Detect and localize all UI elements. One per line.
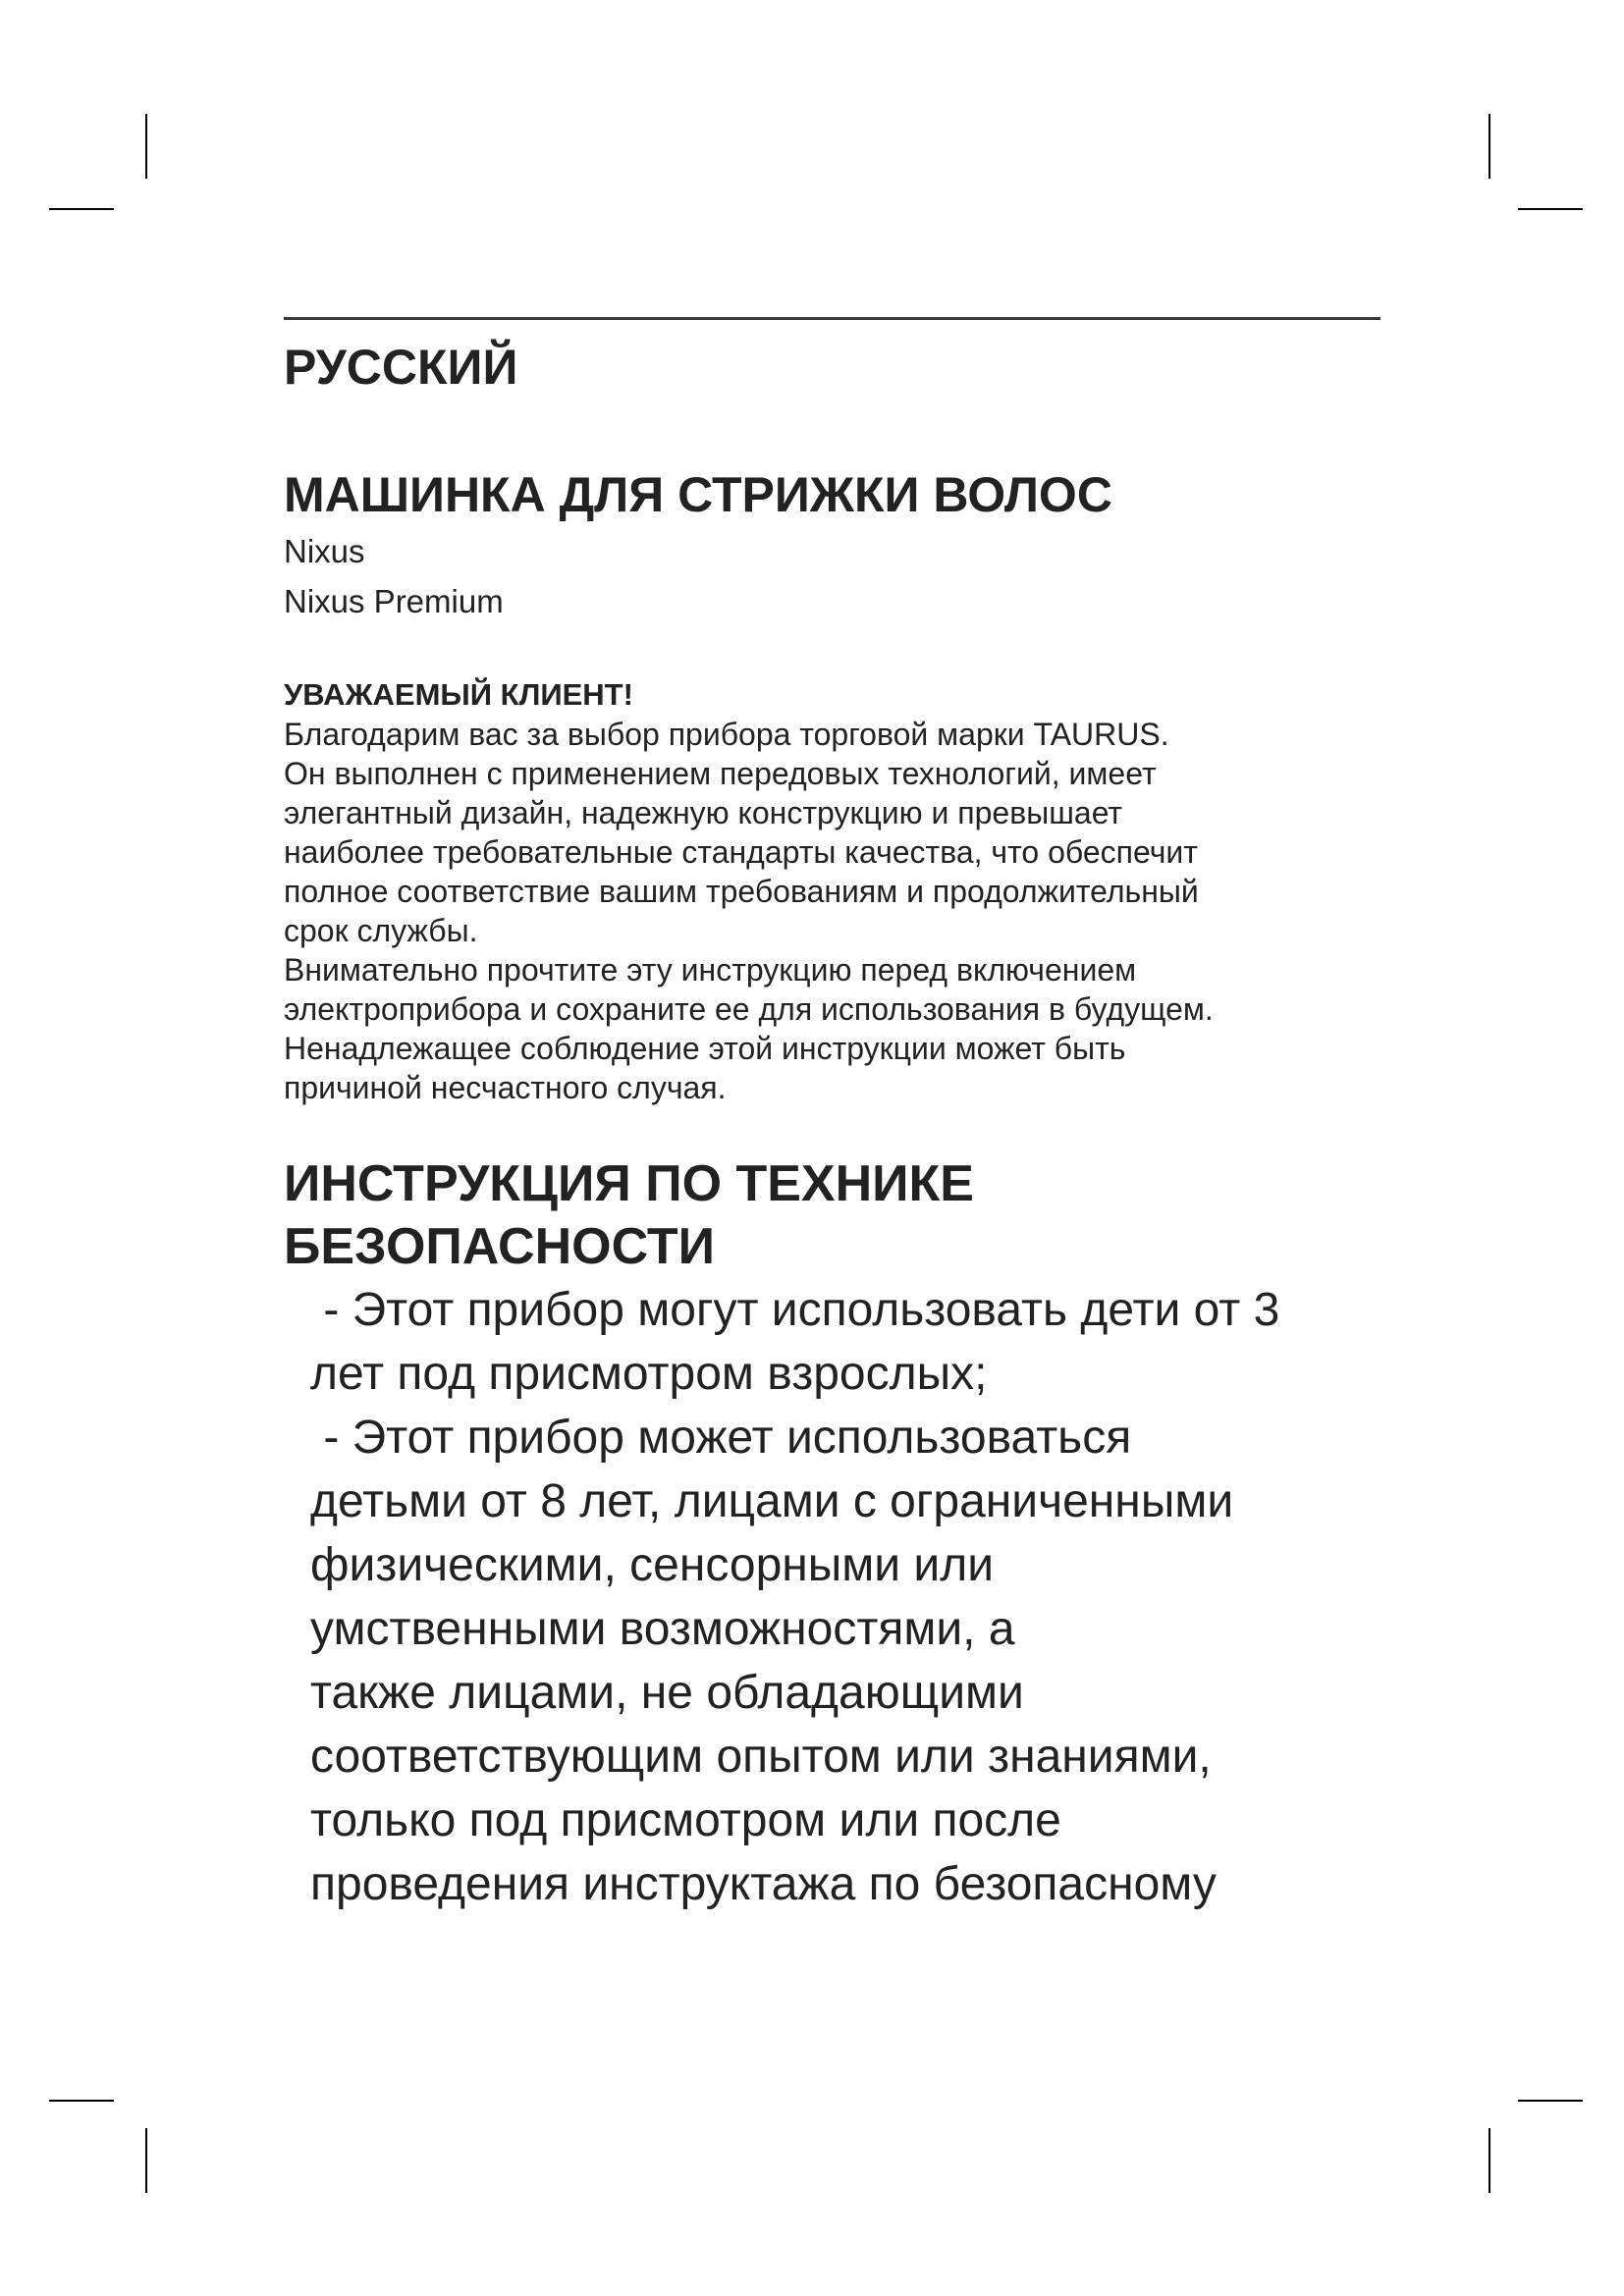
title-line: БЕЗОПАСНОСТИ: [284, 1218, 715, 1275]
greeting-heading: УВАЖАЕМЫЙ КЛИЕНТ!: [284, 677, 633, 712]
safety-title: [284, 1152, 1423, 1278]
text-line: Ненадлежащее соблюдение этой инструкции может быть: [284, 1031, 1126, 1066]
text-line: лет под присмотром взрослых;: [310, 1348, 988, 1400]
model-name: Nixus: [284, 533, 365, 569]
safety-item: [310, 1406, 1423, 1916]
language-heading: РУССКИЙ: [284, 340, 518, 395]
text-line: - Этот прибор могут использовать дети от 3: [310, 1284, 1280, 1336]
crop-mark-top-right-vertical: [1489, 114, 1490, 179]
page-content: [284, 334, 1423, 1916]
text-line: только под присмотром или после: [310, 1794, 1061, 1846]
crop-mark-bottom-right-vertical: [1489, 2128, 1490, 2193]
crop-mark-top-left-vertical: [145, 114, 147, 179]
crop-mark-bottom-left-vertical: [145, 2128, 147, 2193]
text-line: физическими, сенсорными или: [310, 1539, 995, 1591]
intro-paragraph-1: [284, 715, 1423, 950]
text-line: детьми от 8 лет, лицами с ограниченными: [310, 1475, 1234, 1527]
text-line: также лицами, не обладающими: [310, 1667, 1024, 1719]
intro-paragraph-2: [284, 950, 1423, 1107]
crop-mark-bottom-left-horizontal: [49, 2100, 114, 2102]
text-line: умственными возможностями, а: [310, 1603, 1015, 1655]
model-name: Nixus Premium: [284, 583, 504, 619]
text-line: электроприбора и сохраните ее для использования в будущем.: [284, 991, 1214, 1027]
safety-item: [310, 1278, 1423, 1406]
text-line: причиной несчастного случая.: [284, 1070, 727, 1105]
crop-mark-top-right-horizontal: [1518, 208, 1583, 210]
text-line: Благодарим вас за выбор прибора торговой марки TAURUS.: [284, 717, 1169, 752]
text-line: срок службы.: [284, 913, 478, 948]
text-line: проведения инструктажа по безопасному: [310, 1858, 1217, 1910]
text-line: Внимательно прочтите эту инструкцию перед включением: [284, 952, 1137, 988]
text-line: элегантный дизайн, надежную конструкцию и превышает: [284, 795, 1123, 830]
header-rule: [284, 317, 1380, 320]
title-line: ИНСТРУКЦИЯ ПО ТЕХНИКЕ: [284, 1155, 974, 1212]
text-line: - Этот прибор может использоваться: [310, 1412, 1132, 1464]
text-line: наиболее требовательные стандарты качества, что обеспечит: [284, 834, 1198, 870]
text-line: Он выполнен с применением передовых технологий, имеет: [284, 756, 1157, 791]
text-line: полное соответствие вашим требованиям и продолжительный: [284, 874, 1199, 909]
crop-mark-bottom-right-horizontal: [1518, 2100, 1583, 2102]
crop-mark-top-left-horizontal: [49, 208, 114, 210]
product-title: МАШИНКА ДЛЯ СТРИЖКИ ВОЛОС: [284, 467, 1112, 522]
text-line: соответствующим опытом или знаниями,: [310, 1731, 1212, 1783]
